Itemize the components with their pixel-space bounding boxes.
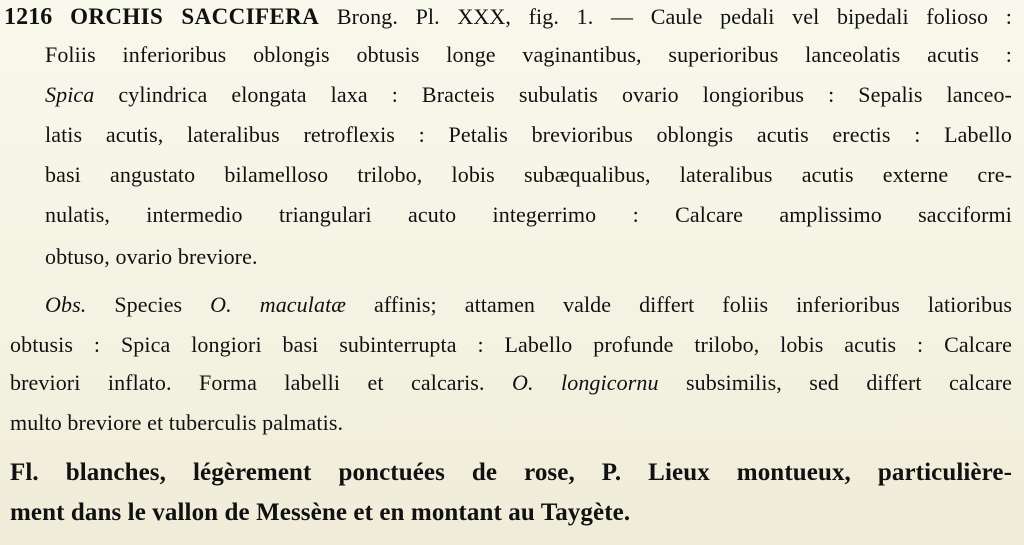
- observation-text: subsimilis, sed differt calcare: [658, 370, 1012, 395]
- observation-text: breviori inflato. Forma labelli et calcaris.: [10, 370, 512, 395]
- entry-number: 1216: [4, 4, 53, 30]
- observation-line: [10, 366, 1012, 400]
- observation-line: multo breviore et tuberculis palmatis.: [10, 410, 344, 435]
- description-line: nulatis, intermedio triangulari acuto integerrimo : Calcare amplissimo sacciformi: [45, 202, 1012, 227]
- french-note-line: ment dans le vallon de Messène et en montant au Taygète.: [10, 499, 631, 526]
- description-line: basi angustato bilamelloso trilobo, lobis subæqualibus, lateralibus acutis externe cre-: [45, 162, 1012, 187]
- observation-text: Species: [86, 292, 211, 317]
- french-note-line: Fl. blanches, légèrement ponctuées de rose, P. Lieux montueux, particulière-: [10, 459, 1012, 486]
- description-line: [45, 78, 1012, 112]
- entry-citation: Brong. Pl. XXX, fig. 1. — Caule pedali vel bipedali folioso :: [336, 4, 1012, 29]
- observation-line: [45, 288, 1012, 322]
- species-reference: O. maculatæ: [210, 292, 347, 317]
- description-line: obtuso, ovario breviore.: [45, 244, 258, 269]
- obs-label: Obs.: [45, 292, 87, 317]
- spica-word: Spica: [45, 82, 95, 107]
- species-name: ORCHIS SACCIFERA: [70, 4, 320, 29]
- entry-heading: [4, 0, 1012, 34]
- description-text: cylindrica elongata laxa : Bracteis subulatis ovario longioribus : Sepalis lanceo-: [94, 82, 1012, 107]
- description-line: latis acutis, lateralibus retroflexis : Petalis brevioribus oblongis acutis erectis : Labello: [45, 122, 1012, 147]
- species-reference: O. longicornu: [512, 370, 659, 395]
- observation-line: obtusis : Spica longiori basi subinterrupta : Labello profunde trilobo, lobis acutis : Calcare: [10, 332, 1012, 357]
- observation-text: affinis; attamen valde differt foliis inferioribus latioribus: [346, 292, 1012, 317]
- description-line: Foliis inferioribus oblongis obtusis longe vaginantibus, superioribus lanceolatis acutis :: [45, 42, 1012, 67]
